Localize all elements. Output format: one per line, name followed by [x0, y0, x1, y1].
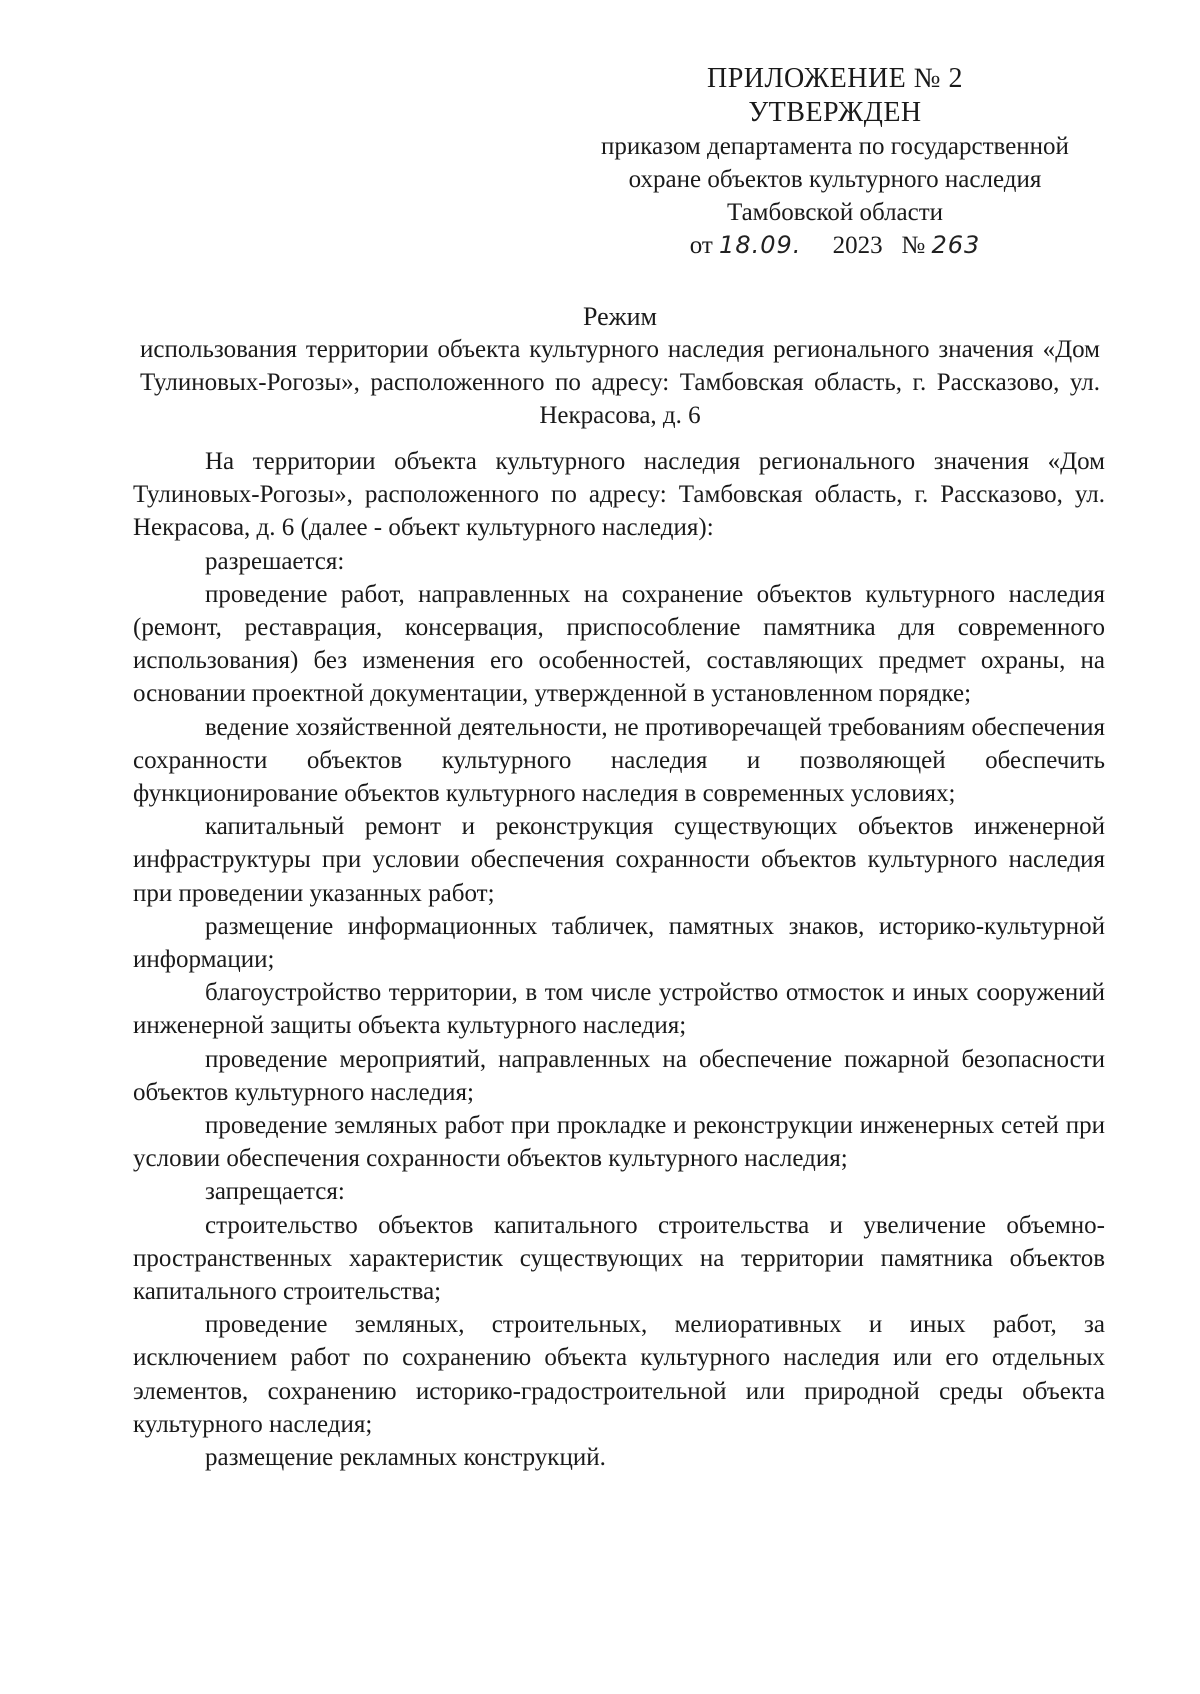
order-line-3: Тамбовской области	[726, 199, 944, 226]
paragraph-forbidden-3: размещение рекламных конструкций.	[205, 1444, 606, 1472]
paragraph-allowed-3: капитальный ремонт и реконструкция существующих объектов инженерной инфраструктуры при условии обеспечения сохранности объектов культурного наследия при проведении указанных работ;	[133, 813, 1105, 907]
handwritten-order-number: 263	[931, 231, 981, 259]
approval-header	[540, 62, 1130, 262]
approved-label: УТВЕРЖДЕН	[748, 97, 922, 128]
document-title	[140, 300, 1100, 432]
paragraph-allowed-6: проведение мероприятий, направленных на обеспечение пожарной безопасности объектов культурного наследия;	[133, 1045, 1105, 1106]
paragraph-allowed-heading: разрешается:	[205, 547, 345, 575]
paragraph-allowed-7: проведение земляных работ при прокладке и реконструкции инженерных сетей при условии обеспечения сохранности объектов культурного наследия;	[133, 1112, 1105, 1173]
order-line-1: приказом департамента по государственной	[601, 133, 1069, 160]
handwritten-date: 18.09.	[719, 231, 802, 259]
order-line-2: охране объектов культурного наследия	[628, 166, 1042, 193]
paragraph-allowed-2: ведение хозяйственной деятельности, не противоречащей требованиям обеспечения сохранности объектов культурного наследия и позволяющей обеспечить функционирование объектов культурного наследия в современных условиях;	[133, 713, 1105, 808]
title-subtitle: использования территории объекта культурного наследия регионального значения «Дом Тулиновых-Рогозы», расположенного по адресу: Тамбовская область, г. Рассказово, ул. Некрасова, д. 6	[140, 336, 1100, 429]
appendix-label: ПРИЛОЖЕНИЕ № 2	[707, 63, 963, 94]
number-sign: №	[901, 232, 926, 259]
paragraph-forbidden-1: строительство объектов капитального строительства и увеличение объемно-пространственных характеристик существующих на территории памятника объектов капитального строительства;	[133, 1211, 1105, 1306]
paragraph-allowed-1: проведение работ, направленных на сохранение объектов культурного наследия (ремонт, реставрация, консервация, приспособление памятника для современного использования) без изменения его особенностей, составляющих предмет охраны, на основании проектной документации, утвержденной в установленном порядке;	[133, 580, 1105, 708]
paragraph-forbidden-2: проведение земляных, строительных, мелиоративных и иных работ, за исключением работ по сохранению объекта культурного наследия или его отдельных элементов, сохранению историко-градостроительной или природной среды объекта культурного наследия;	[133, 1311, 1105, 1438]
document-body	[133, 445, 1105, 1474]
paragraph-allowed-5: благоустройство территории, в том числе устройство отмосток и иных сооружений инженерной защиты объекта культурного наследия;	[133, 979, 1105, 1040]
order-year: 2023	[832, 232, 883, 259]
date-prefix: от	[689, 232, 713, 259]
order-date-line	[540, 229, 1130, 262]
paragraph-forbidden-heading: запрещается:	[205, 1178, 345, 1206]
paragraph-intro: На территории объекта культурного наследия регионального значения «Дом Тулиновых-Рогозы», расположенного по адресу: Тамбовская область, г. Рассказово, ул. Некрасова, д. 6 (далее - объект культурного наследия):	[133, 448, 1105, 542]
title-main: Режим	[583, 302, 657, 331]
paragraph-allowed-4: размещение информационных табличек, памятных знаков, историко-культурной информации;	[133, 912, 1105, 974]
